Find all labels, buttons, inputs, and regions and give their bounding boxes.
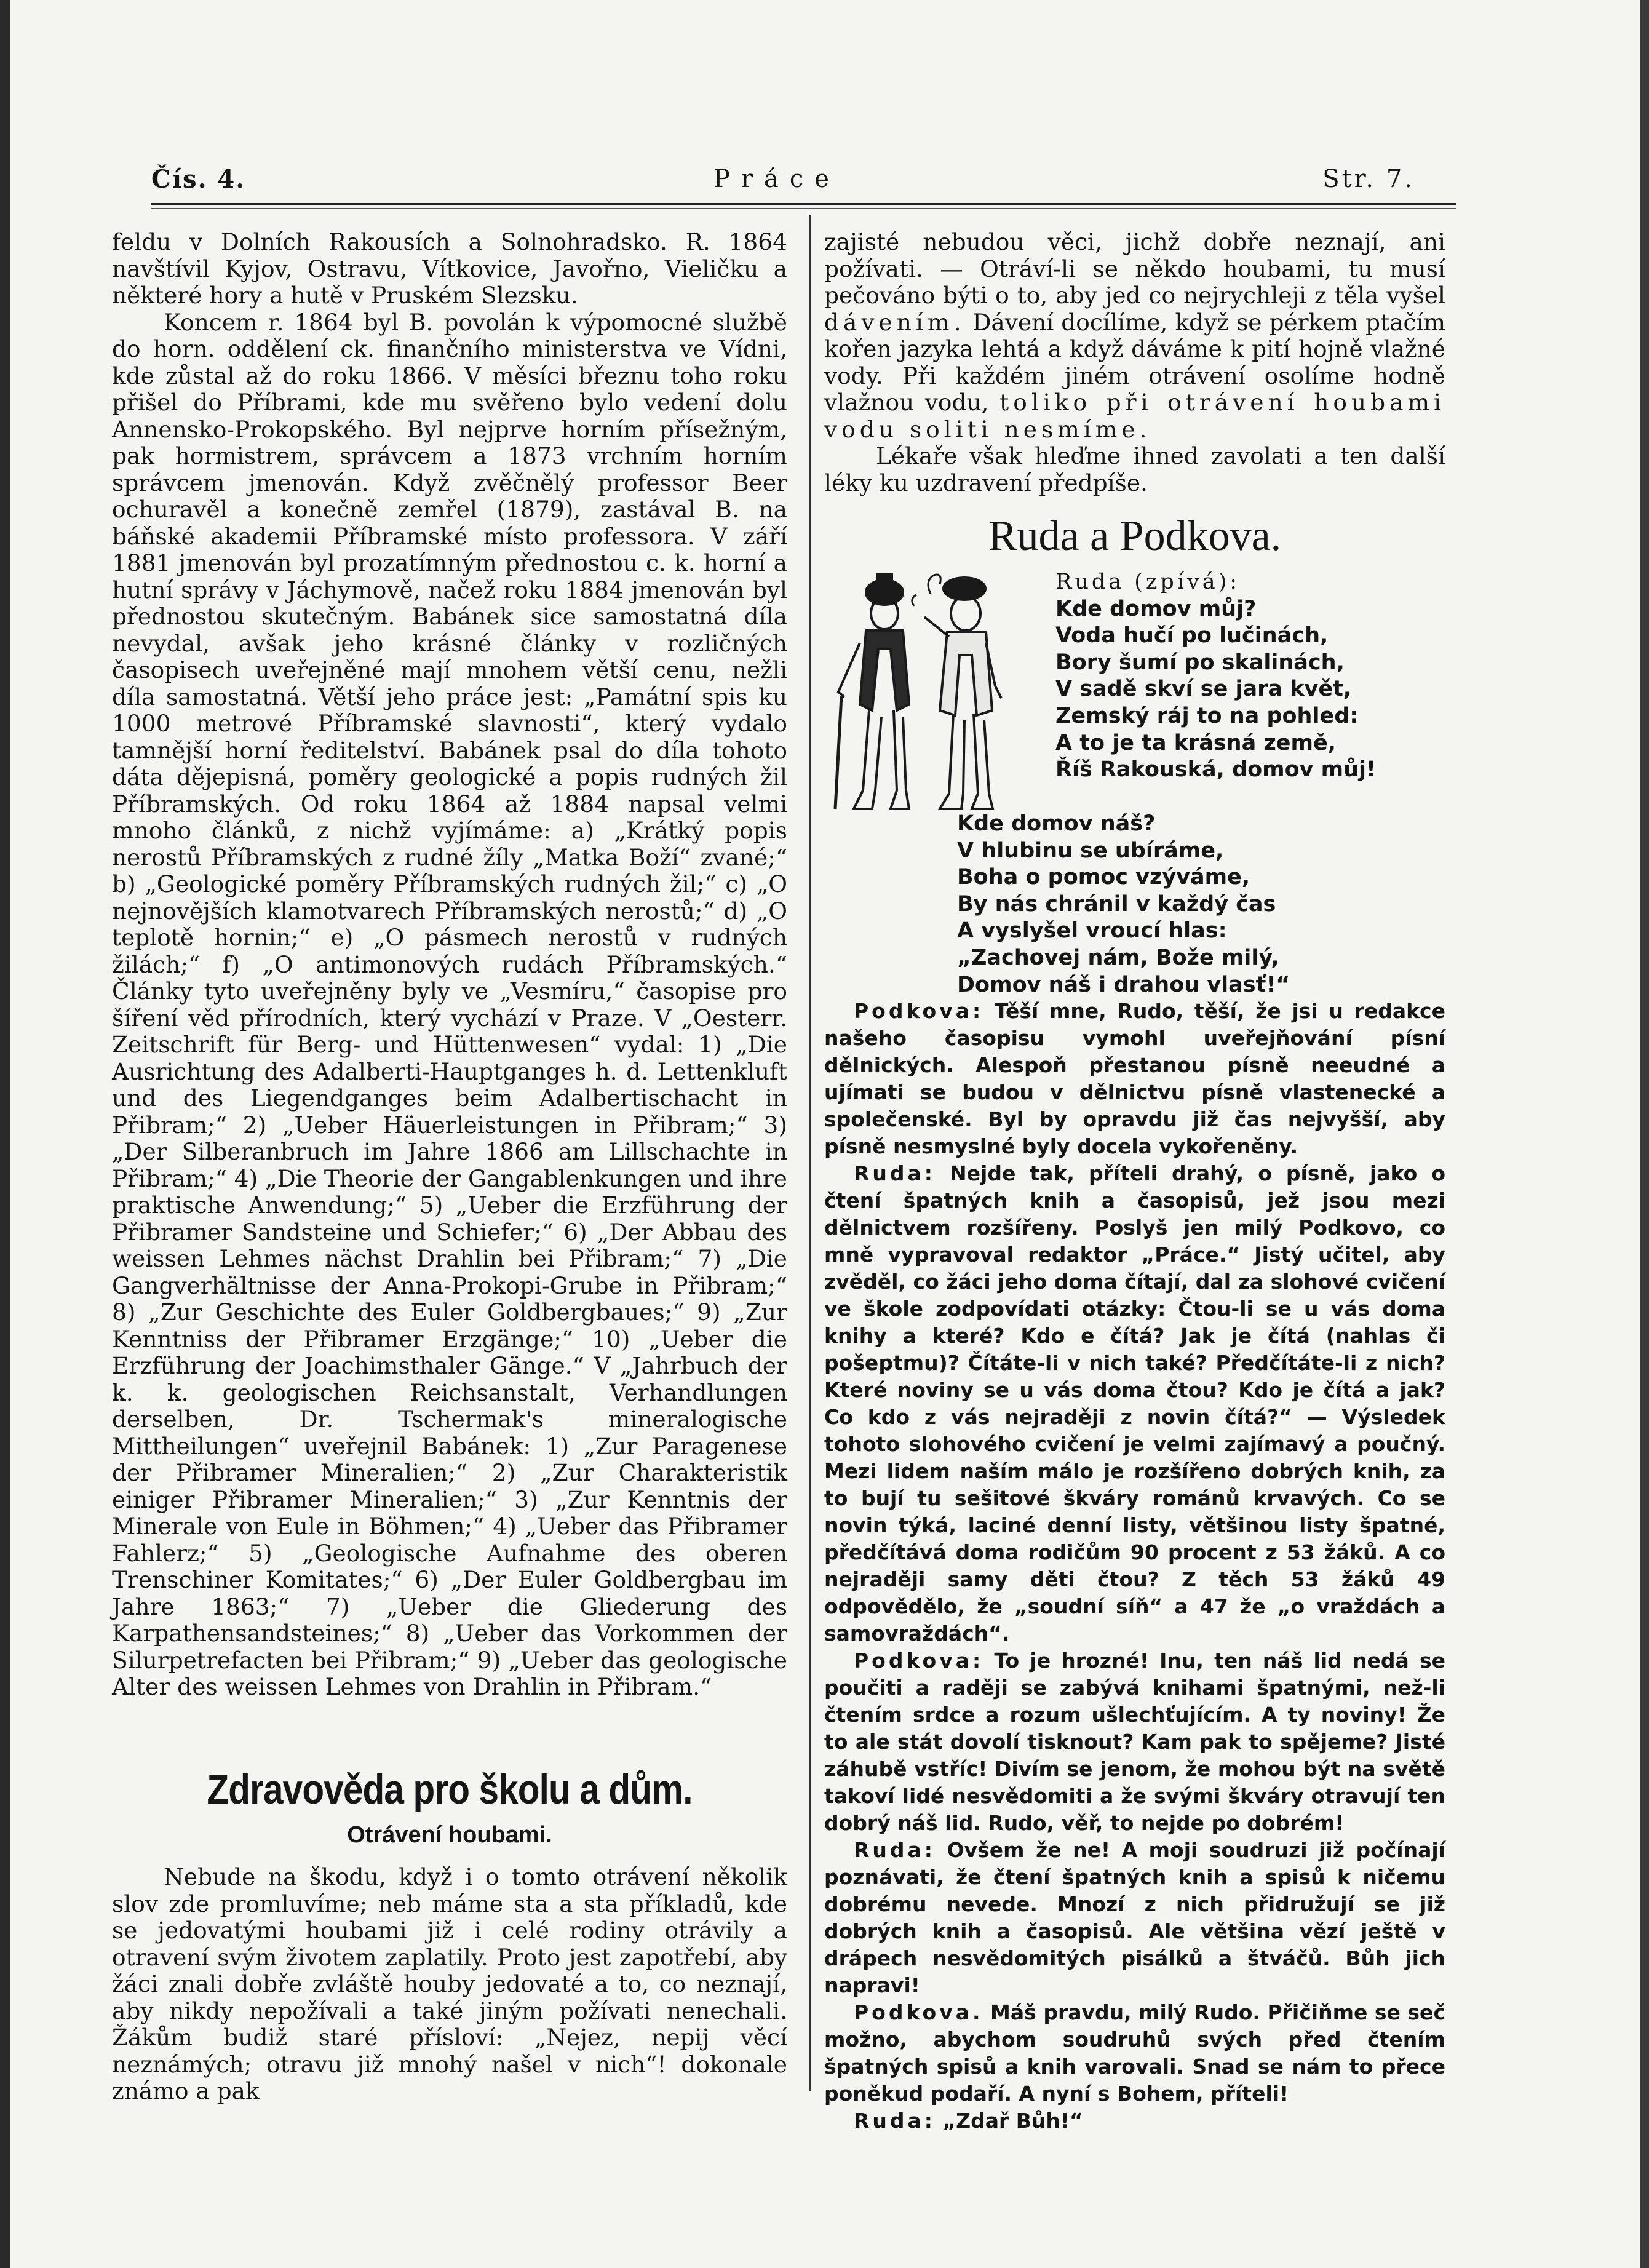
poem-line: Voda hučí po lučinách, (1055, 623, 1329, 648)
newspaper-title: Práce (713, 165, 840, 193)
health-paragraph: Nebude na škodu, když i o tomto otrávení několik slov zde promluvíme; neb máme sta a sta příkladů, kde se jedovatými houbami již i celé rodiny otrávily a otravení svým životem zaplatily. Proto jest zapotřebí, aby žáci znali dobře zvláště houby jedovaté a to, co neznají, aby nikdy nepožívali a také jiným požívati nenechali. Žákům budiž staré přísloví: „Nejez, nepij věcí neznámých; otravu již mnohý našel v nich“! dokonale známo a pak (112, 1863, 787, 2104)
poem-line: Boha o pomoc vzýváme, (957, 865, 1250, 890)
scan-edge-left (0, 0, 10, 2268)
poem-line: „Zachovej nám, Bože milý, (957, 945, 1279, 970)
poem-line: Zemský ráj to na pohled: (1055, 703, 1359, 728)
miners-illustration (811, 557, 1032, 834)
poem-line: A vyslyšel vroucí hlas: (957, 918, 1227, 944)
header-rule (151, 203, 1456, 205)
left-column (112, 229, 787, 1701)
speaker: Podkova. (854, 2000, 983, 2024)
right-column (824, 229, 1445, 496)
poem-line: V hlubinu se ubíráme, (957, 838, 1224, 863)
biography-paragraph-2: Koncem r. 1864 byl B. povolán k výpomocné službě do horn. oddělení ck. finančního ministerstva ve Vídni, kde zůstal až do roku 1866. V měsíci březnu toho roku přišel do Příbrami, kde mu svěřeno bylo vedení dolu Annensko-Prokopského. Byl nejprve horním přísežným, pak hormistrem, správcem a 1873 vrchním horním správcem jmenován. Když zvěčnělý professor Beer ochuravěl a konečně zemřel (1879), zastával B. na báňské akademii Příbramské místo professora. V září 1881 jmenován byl prozatímným přednostou c. k. horní a hutní správy v Jáchymově, načež roku 1884 jmenován byl přednostou skutečným. Babánek sice samostatná díla nevydal, avšak jeho krásné články v rozličných časopisech uveřejněné mají mnohem větší cenu, nežli díla samostatná. Větší jeho práce jest: „Památní spis ku 1000 metrové Příbramské slavnosti“, který vydalo tamnější horní ředitelství. Babánek psal do díla tohoto dáta dějepisná, poměry geologické a popis rudných žil Příbramských. Od roku 1864 až 1884 napsal velmi mnoho článků, z nichž vyjímáme: a) „Krátký popis nerostů Příbramských z rudné žíly „Matka Boží“ zvané;“ b) „Geologické poměry Příbramských rudných žil;“ c) „O nejnovějších klamotvarech Příbramských nerostů;“ d) „O teplotě hornin;“ e) „O pásmech nerostů v rudných žilách;“ f) „O antimonových rudách Příbramských.“ Články tyto uveřejněny byly ve „Vesmíru,“ časopise pro šíření věd přírodních, který vychází v Praze. V „Oesterr. Zeitschrift für Berg- und Hüttenwesen“ vydal: 1) „Die Ausrichtung des Adalberti-Hauptganges h. d. Lettenkluft und des Liegendganges beim Adalbertischacht in Přibram;“ 2) „Ueber Häuerleistungen in Přibram;“ 3) „Der Silberanbruch im Jahre 1866 am Lillschachte in Přibram;“ 4) „Die Theorie der Gangablenkungen und ihre praktische Anwendung;“ 5) „Ueber die Erzführung der Přibramer Sandsteine und Schiefer;“ 6) „Der Abbau des weissen Lehmes nächst Drahlin bei Přibram;“ 7) „Die Gangverhältnisse der Anna-Prokopi-Grube in Přibram;“ 8) „Zur Geschichte des Euler Goldbergbaues;“ 9) „Zur Kenntniss der Přibramer Erzgänge;“ 10) „Ueber die Erzführung der Joachimsthaler Gänge.“ V „Jahrbuch der k. k. geologischen Reichsanstalt, Verhandlungen derselben, Dr. Tschermak's mineralogische Mittheilungen“ uveřejnil Babánek: 1) „Zur Paragenese der Přibramer Mineralien;“ 2) „Zur Charakteristik einiger Přibramer Mineralien;“ 3) „Zur Kenntnis der Minerale von Eule in Böhmen;“ 4) „Ueber das Přibramer Fahlerz;“ 5) „Geologische Aufnahme des oberen Trenschiner Komitates;“ 6) „Der Euler Goldbergbau im Jahre 1863;“ 7) „Ueber die Gliederung des Karpathensandsteines;“ 8) „Ueber das Vorkommen der Silurpetrefacten bei Přibram;“ 9) „Ueber das geologische Alter des weissen Lehmes von Drahlin in Přibram.“ (112, 308, 787, 1700)
biography-paragraph-1: feldu v Dolních Rakousích a Solnohradsko. R. 1864 navštívil Kyjov, Ostravu, Vítkovice, Javořno, Vieličku a některé hory a hutě v Pruském Slezsku. (112, 228, 787, 309)
dialog-turn: Ruda: „Zdař Bůh!“ (854, 2109, 1083, 2133)
speaker: Podkova: (854, 999, 984, 1023)
dialog-turn: Podkova: To je hrozné! Inu, ten náš lid nedá se poučiti a raději se zabývá knihami špatnými, než-li čtením srdce a rozum ušlechťujícím. A ty noviny! Že to ale stát dovolí tisknout? Kam pak to spějeme? Jisté záhubě vstříc! Divím se jenom, že mohou být na světě takoví lidé nesvědomiti a že svými škváry otravují ten dobrý náš lid. Rudo, věř, to nejde po dobrém! (824, 1649, 1445, 1835)
speaker: Ruda: (854, 2109, 936, 2133)
page-number: Str. 7. (1322, 165, 1415, 193)
dialog-section (824, 998, 1445, 2135)
doctor-paragraph: Lékaře však hleďme ihned zavolati a ten další léky ku uzdravení předpíše. (824, 442, 1445, 496)
poem-line: V sadě skví se jara květ, (1055, 677, 1352, 702)
emphasis-vomiting: dávením. (824, 308, 966, 336)
health-continuation-paragraph: zajisté nebudou věci, jichž dobře neznají, ani požívati. — Otráví-li se někdo houbami, tu musí pečováno býti o to, aby jed co nejrychleji z těla vyšel dávením. Dávení docílíme, když se pérkem ptačím kořen jazyka lehtá a když dáváme k pití hojně vlažné vody. Při každém jiném otrávení osolíme hodně vlažnou vodu, toliko při otrávení houbami vodu soliti nesmíme. (824, 228, 1446, 443)
scan-edge-right (1640, 0, 1649, 2268)
poem-line: Říš Rakouská, domov můj! (1055, 757, 1377, 782)
health-section-title: Zdravověda pro školu a dům. (207, 1766, 693, 1813)
speaker: Ruda: (854, 1838, 936, 1862)
poem-line: A to je ta krásná země, (1055, 730, 1337, 755)
poem-line: Kde domov můj? (1055, 596, 1257, 621)
dialog-turn: Ruda: Ovšem že ne! A moji soudruzi již počínají poznávati, že čtení špatných knih a spisů k ničemu dobrému nevede. Mnozí z nich přidružují se již dobrých knih a časopisů. Ale většina vězí ještě v drápech nesvědomitých pisálků a štváčů. Bůh jich napravi! (824, 1838, 1445, 1997)
health-section-subtitle: Otrávení houbami. (347, 1822, 552, 1848)
poem-title: Ruda a Podkova. (988, 512, 1282, 560)
poem-stanza-2 (957, 811, 1290, 998)
poem-line: Kde domov náš? (957, 811, 1156, 836)
poem-intro: Ruda (zpívá): (1055, 570, 1241, 594)
poem-line: By nás chránil v každý čas (957, 891, 1276, 917)
dialog-turn: Ruda: Nejde tak, příteli drahý, o písně, jako o čtení špatných knih a časopisů, jež jsou mezi dělnictvem rozšířeny. Poslyš jen milý Podkovo, co mně vypravoval redaktor „Práce.“ Jistý učitel, aby zvěděl, co žáci jeho doma čítají, dal za slohové cvičení ve škole zodpovídati otázky: Čtou-li se u vás doma knihy a které? Kdo e čítá? Jak je čítá (nahlas či pošeptmu)? Čítáte-li v nich také? Předčítáte-li z nich? Které noviny se u vás doma čtou? Kdo je čítá a jak? Co kdo z vás nejraději z novin čítá?“ — Výsledek tohoto slohového cvičení je velmi zajímavý a poučný. Mezi lidem naším málo je rozšířeno dobrých knih, za to bují tu sešitové škváry románů krvavých. Co se novin týká, laciné denní listy, většinou listy špatné, předčítává doma rodičům 90 procent z 53 žáků. A co nejraději samy děti čtou? Z těch 53 žáků 49 odpovědělo, že „soudní síň“ a 47 že „o vraždách a samovraždách“. (824, 1161, 1445, 1645)
issue-number: Čís. 4. (151, 165, 246, 194)
emphasis-no-salt: toliko při otrávení houbami vodu soliti nesmíme. (824, 389, 1445, 443)
dialog-turn: Podkova. Máš pravdu, milý Rudo. Přičiňme se seč možno, abychom soudruhů svých před čtením špatných spisů a knih varovali. Snad se nám to přece poněkud podaří. A nyní s Bohem, příteli! (824, 2000, 1445, 2106)
poem-line: Domov náš i drahou vlasť!“ (957, 972, 1290, 997)
poem-stanza-1 (1055, 569, 1376, 784)
dialog-turn: Podkova: Těší mne, Rudo, těší, že jsi u redakce našeho časopisu vymohl uveřejňování písní dělnických. Alespoň přestanou písně neeudné a ujímati se budou v dělnictvu písně vlastenecké a společenské. Byl by opravdu již čas nejvyšší, aby písně nesmyslné byly docela vykořeněny. (824, 999, 1445, 1158)
poem-line: Bory šumí po skalinách, (1055, 650, 1345, 675)
speaker: Ruda: (854, 1161, 936, 1185)
health-section-body (112, 1864, 787, 2105)
page-header (129, 165, 1415, 199)
speaker: Podkova: (854, 1649, 984, 1673)
column-divider (809, 215, 811, 2091)
header-rule-thin (151, 208, 1456, 209)
